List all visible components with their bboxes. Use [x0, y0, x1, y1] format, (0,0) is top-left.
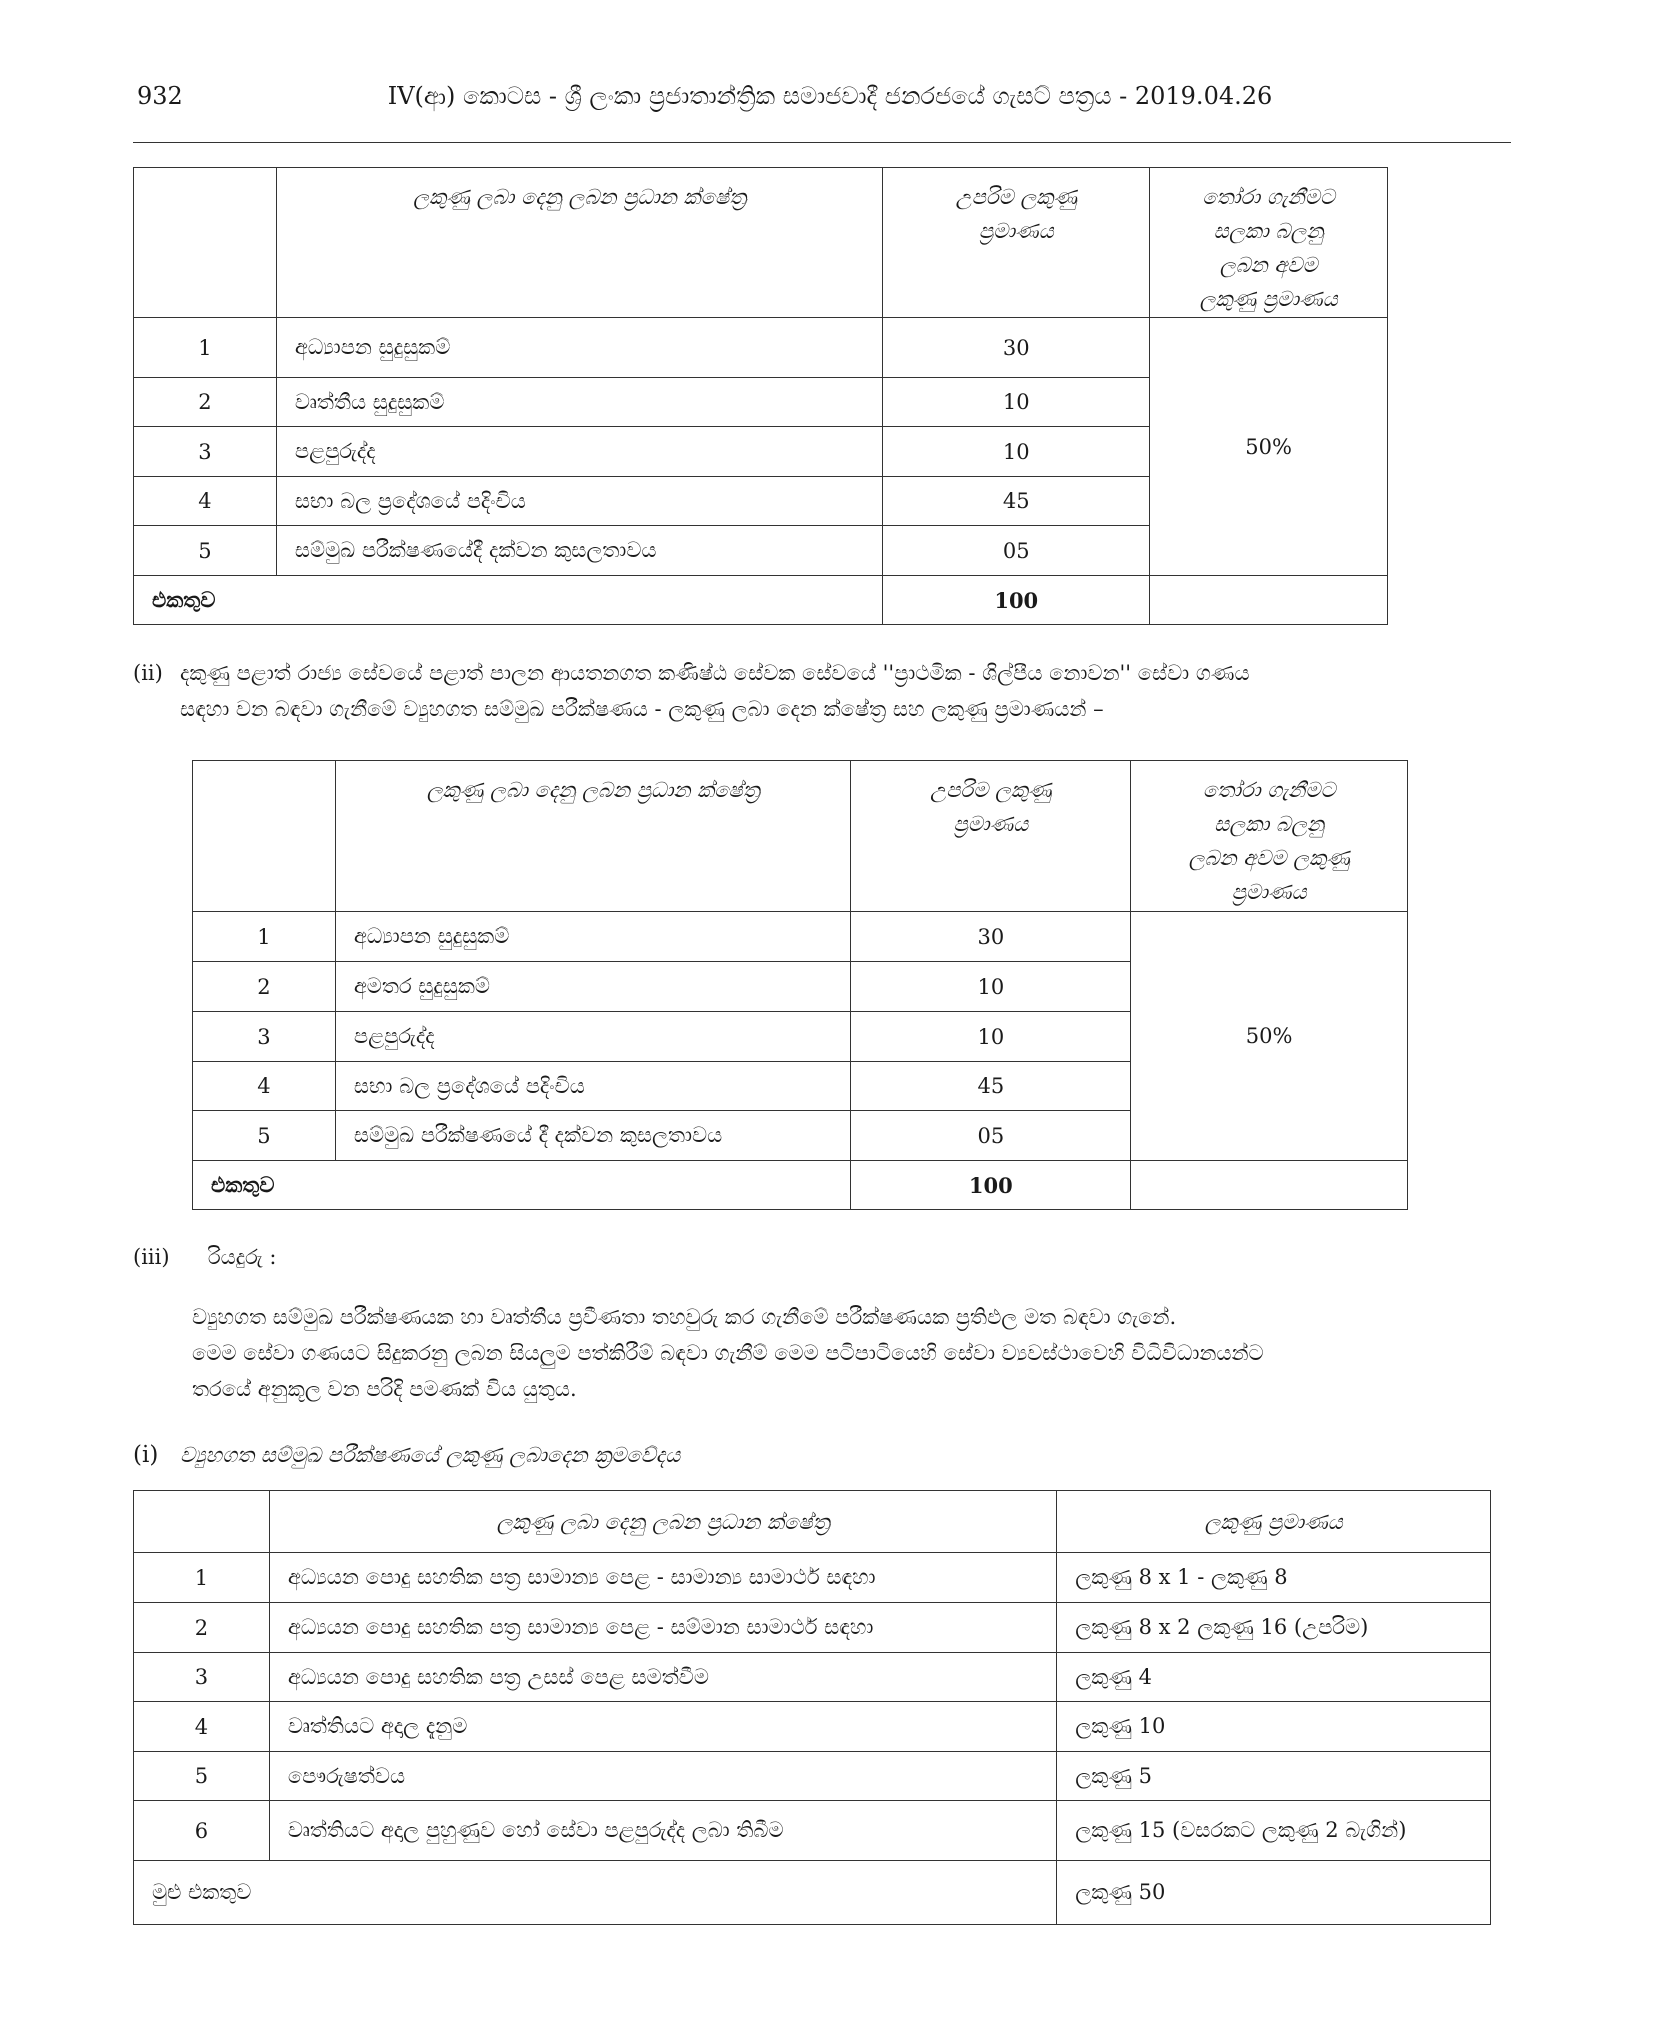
- table-row: 5 සම්මුඛ පරීක්ෂණයේදී දක්වන කුසලතාවය 05: [134, 526, 1388, 576]
- table-row: 2 වෘත්තීය සුදුසුකම් 10: [134, 378, 1388, 427]
- header-max-marks: උපරිම ලකුණු ප්‍රමාණය: [883, 168, 1150, 318]
- min-marks-value: 50%: [1150, 318, 1388, 576]
- para-iii-label: (iii): [133, 1245, 170, 1269]
- marks-table-1: [133, 167, 1388, 625]
- table-row: 6 වෘත්තියට අදාල පුහුණුව හෝ සේවා පළපුරුද්ද ලබා තිබීම ලකුණු 15 (වසරකට ලකුණු 2 බැගින්): [134, 1801, 1491, 1861]
- table-row: 4 සභා බල ප්‍රදේශයේ පදිංචිය 45: [193, 1062, 1408, 1111]
- para-ii-label: (ii): [133, 661, 163, 685]
- table-row: 2 අධ්‍යයන පොදු සහතික පත්‍ර සාමාන්‍ය පෙළ - සම්මාන සාමාර්ථ සඳහා ලකුණු 8 x 2 ලකුණු 16 (උපරිම): [134, 1603, 1491, 1653]
- table-row: 3 පළපුරුද්ද 10: [193, 1012, 1408, 1062]
- gazette-header-title: IV(ආ) කොටස - ශ්‍රී ලංකා ප්‍රජාතාන්ත්‍රික සමාජවාදී ජනරජයේ ගැසට් පත්‍රය - 2019.04.26: [387, 82, 1273, 110]
- para-iii-heading: රියදුරු :: [208, 1245, 277, 1269]
- total-label: මුළු එකතුව: [134, 1861, 1057, 1925]
- para-iii-line3: තරයේ අනුකූල වන පරිදි පමණක් විය යුතුය.: [192, 1377, 577, 1401]
- table-row: 3 පළපුරුද්ද 10: [134, 427, 1388, 477]
- total-label: එකතුව: [193, 1161, 851, 1210]
- table-header-row: [134, 1491, 1491, 1553]
- table-row: 1 අධ්‍යයන පොදු සහතික පත්‍ර සාමාන්‍ය පෙළ - සාමාන්‍ය සාමාර්ථ සඳහා ලකුණු 8 x 1 - ලකුණු 8: [134, 1553, 1491, 1603]
- total-value: ලකුණු 50: [1057, 1861, 1491, 1925]
- section-i-title: ව්‍යුහගත සම්මුඛ පරීක්ෂණයේ ලකුණු ලබාදෙන ක්‍රමවේදය: [180, 1443, 681, 1467]
- min-marks-value: 50%: [1131, 912, 1408, 1161]
- para-iii-line1: ව්‍යුහගත සම්මුඛ පරීක්ෂණයක හා වෘත්තීය ප්‍රවීණතා තහවුරු කර ගැනීමේ පරීක්ෂණයක ප්‍රතිඵල මත බඳවා ගැනේ.: [192, 1305, 1177, 1329]
- driver-marks-table: [133, 1490, 1491, 1925]
- table-row: 2 අමතර සුදුසුකම් 10: [193, 962, 1408, 1012]
- header-rule: [133, 142, 1511, 143]
- header-marks: ලකුණු ප්‍රමාණය: [1057, 1491, 1491, 1553]
- header-area: ලකුණු ලබා දෙනු ලබන ප්‍රධාන ක්ෂේත්‍ර: [269, 1491, 1056, 1553]
- marks-table-2: [192, 760, 1408, 1210]
- table-row: 5 සම්මුඛ පරීක්ෂණයේ දී දක්වන කුසලතාවය 05: [193, 1111, 1408, 1161]
- total-value: 100: [851, 1161, 1131, 1210]
- header-min-marks: තෝරා ගැනීමට සලකා බලනු ලබන අවම ලකුණු ප්‍රමාණය: [1131, 761, 1408, 912]
- table-header-row: [134, 168, 1388, 318]
- section-i-label: (i): [133, 1442, 159, 1468]
- para-iii-line2: මෙම සේවා ගණයට සිදුකරනු ලබන සියලුම පත්කිරීම් බඳවා ගැනීම් මෙම පටිපාටියෙහි සේවා ව්‍යවස්ථාවෙහි විධිවිධානයන්ට: [192, 1341, 1264, 1365]
- table-row: 4 සභා බල ප්‍රදේශයේ පදිංචිය 45: [134, 477, 1388, 526]
- table-total-row: [134, 576, 1388, 625]
- header-min-marks: තෝරා ගැනීමට සලකා බලනු ලබන අවම ලකුණු ප්‍රමාණය: [1150, 168, 1388, 318]
- page-number: 932: [137, 82, 183, 110]
- table-header-row: [193, 761, 1408, 912]
- para-ii-line2: සඳහා වන බඳවා ගැනීමේ ව්‍යුහගත සම්මුඛ පරීක්ෂණය - ලකුණු ලබා දෙන ක්ෂේත්‍ර සහ ලකුණු ප්‍රමාණයන් –: [180, 697, 1104, 721]
- total-value: 100: [883, 576, 1150, 625]
- total-label: එකතුව: [134, 576, 883, 625]
- header-area: ලකුණු ලබා දෙනු ලබන ප්‍රධාන ක්ෂේත්‍ර: [276, 168, 883, 318]
- table-row: 5 පෞරුෂත්වය ලකුණු 5: [134, 1752, 1491, 1801]
- header-max-marks: උපරිම ලකුණු ප්‍රමාණය: [851, 761, 1131, 912]
- table-total-row: [193, 1161, 1408, 1210]
- para-ii-line1: දකුණු පළාත් රාජ්‍ය සේවයේ පළාත් පාලන ආයතනගත කණිෂ්ඨ සේවක සේවයේ ''ප්‍රාථමික - ශිල්පීය නොවන'' සේවා ගණය: [180, 661, 1250, 685]
- table-total-row: [134, 1861, 1491, 1925]
- table-row: 4 වෘත්තියට අදාල දැනුම ලකුණු 10: [134, 1702, 1491, 1752]
- header-area: ලකුණු ලබා දෙනු ලබන ප්‍රධාන ක්ෂේත්‍ර: [335, 761, 851, 912]
- table-row: 3 අධ්‍යයන පොදු සහතික පත්‍ර උසස් පෙළ සමත්වීම ලකුණු 4: [134, 1653, 1491, 1702]
- table-row: 1 අධ්‍යාපන සුදුසුකම් 30 50%: [134, 318, 1388, 378]
- table-row: 1 අධ්‍යාපන සුදුසුකම් 30 50%: [193, 912, 1408, 962]
